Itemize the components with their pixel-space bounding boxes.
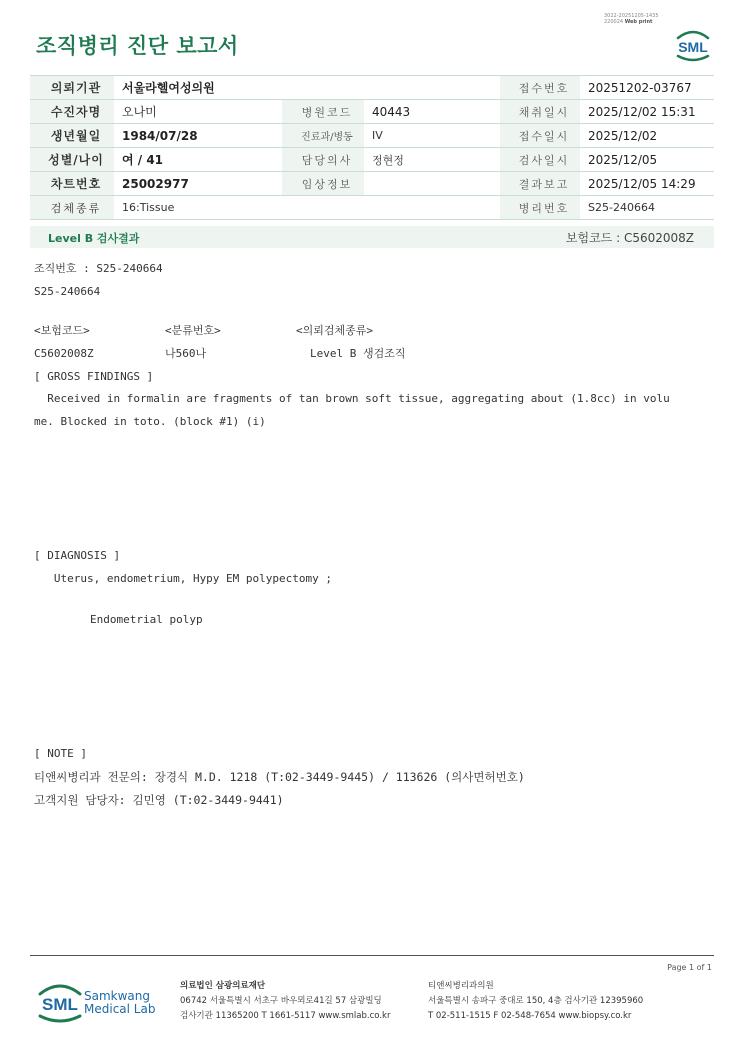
note-line: 티앤씨병리과 전문의: 장경식 M.D. 1218 (T:02-3449-9445) / 113626 (의사면허번호) — [34, 770, 525, 784]
note-line: 고객지원 담당자: 김민영 (T:02-3449-9441) — [34, 793, 284, 807]
col-value-class: 나560나 — [165, 347, 207, 360]
footer-company-info: 의료법인 삼광의료재단 06742 서울특별시 서초구 바우뫼로41길 57 삼광빌딩 검사기관 11365200 T 1661-5117 www.smlab.co.kr — [180, 981, 391, 1021]
note-title: [ NOTE ] — [34, 747, 87, 760]
svg-text:SML: SML — [42, 995, 78, 1014]
footer-divider — [30, 955, 714, 956]
col-header-insurance: <보험코드> — [34, 324, 90, 337]
sml-footer-logo-icon — [36, 980, 84, 1026]
info-row: 검체종류 16:Tissue 병리번호 S25-240664 — [30, 196, 714, 220]
tissue-number: S25-240664 — [34, 285, 101, 298]
info-row: 성별/나이 여 / 41 담당의사 정현정 검사일시 2025/12/05 — [30, 148, 714, 172]
svg-text:SML: SML — [678, 39, 708, 55]
sml-logo-icon — [672, 26, 714, 64]
diagnosis-title: [ DIAGNOSIS ] — [34, 549, 121, 562]
footer-brand: Samkwang Medical Lab — [84, 989, 156, 1016]
gross-findings-line: Received in formalin are fragments of tan brown soft tissue, aggregating about (1.8cc) in volu — [34, 392, 670, 405]
result-section-header — [30, 226, 714, 248]
info-row: 생년월일 1984/07/28 진료과/병동 IV 접수일시 2025/12/02 — [30, 124, 714, 148]
col-value-insurance: C5602008Z — [34, 347, 94, 360]
footer-lab-info: 티앤씨병리과의원 서울특별시 송파구 중대로 150, 4층 검사기관 12395960 T 02-511-1515 F 02-548-7654 www.biopsy.co.kr — [428, 981, 644, 1021]
col-header-specimen: <의뢰검체종류> — [296, 324, 374, 337]
info-row: 의뢰기관 서울라헬여성의원 접수번호 20251202-03767 — [30, 76, 714, 100]
gross-findings-line: me. Blocked in toto. (block #1) (i) — [34, 415, 266, 428]
print-code: 3022-20251205-1435 220024 Web print — [604, 13, 659, 25]
insurance-code: 보험코드 : C5602008Z — [565, 231, 694, 245]
info-row: 수진자명 오나미 병원코드 40443 채취일시 2025/12/02 15:31 — [30, 100, 714, 124]
section-label: Level B 검사결과 — [48, 232, 140, 245]
tissue-number-line: 조직번호 : S25-240664 — [34, 262, 163, 275]
page-number: Page 1 of 1 — [667, 963, 712, 972]
info-row: 차트번호 25002977 임상정보 결과보고 2025/12/05 14:29 — [30, 172, 714, 196]
patient-info-table — [30, 75, 714, 220]
col-value-specimen: Level B 생검조직 — [310, 347, 406, 360]
diagnosis-result: Endometrial polyp — [90, 613, 203, 626]
gross-findings-title: [ GROSS FINDINGS ] — [34, 370, 154, 383]
col-header-class: <분류번호> — [165, 324, 221, 337]
report-title: 조직병리 진단 보고서 — [36, 34, 239, 58]
diagnosis-line: Uterus, endometrium, Hypy EM polypectomy ; — [34, 572, 333, 585]
